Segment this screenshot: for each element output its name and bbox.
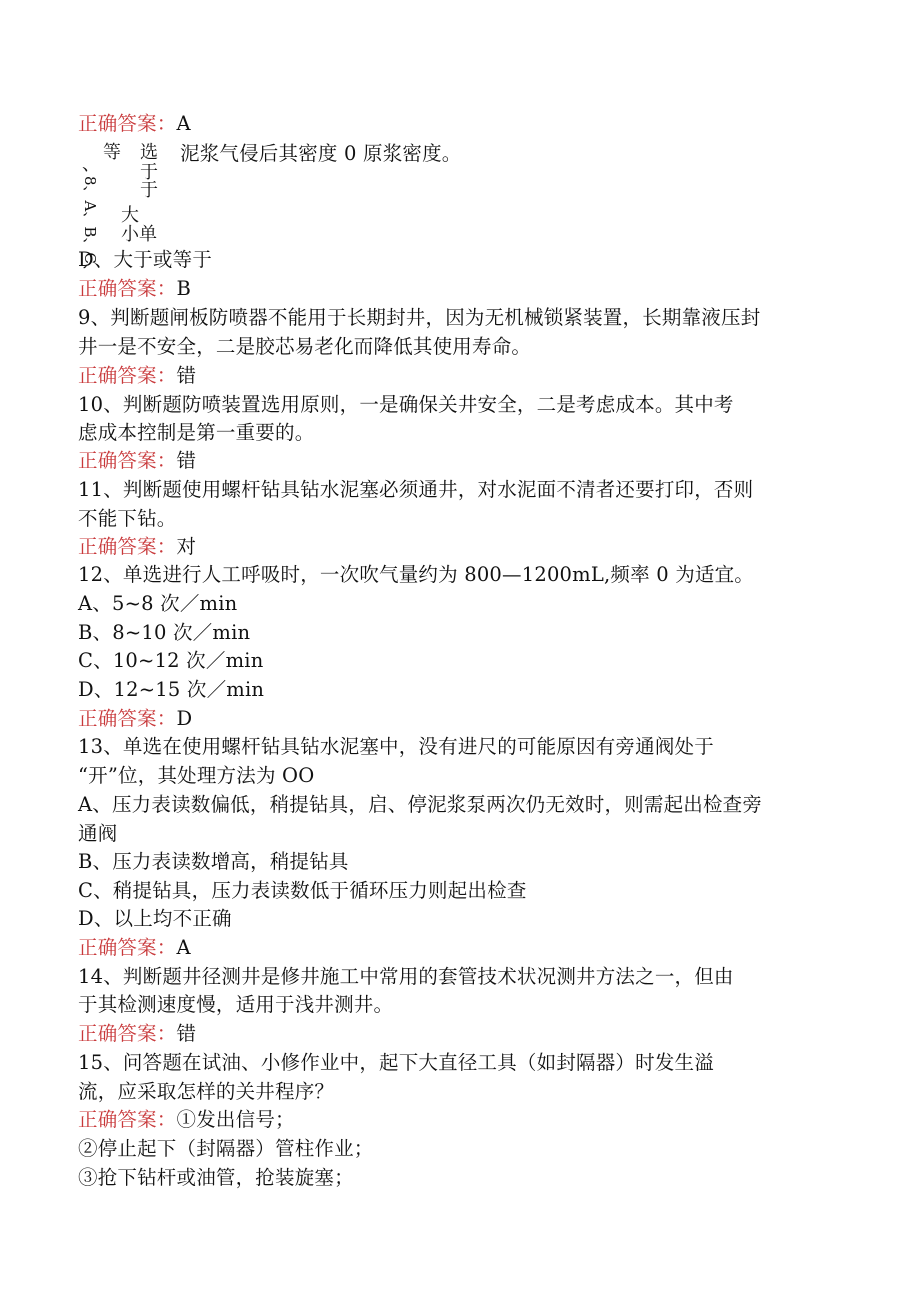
question-line: 虑成本控制是第一重要的。 — [78, 421, 315, 444]
option-line: A、压力表读数偏低，稍提钻具，启、停泥浆泵两次仍无效时，则需起出检查旁 — [78, 793, 763, 816]
answer-step-line: ③抢下钻杆或油管，抢装旋塞； — [78, 1166, 354, 1189]
option-line: D、大于或等于 — [78, 248, 213, 271]
answer-line: 正确答案：①发出信号； — [78, 1108, 295, 1131]
option-line: C、10~12 次／min — [78, 649, 264, 672]
garbled-char: 等 — [103, 142, 121, 163]
answer-line: 正确答案：对 — [78, 535, 197, 558]
answer-line: 正确答案：错 — [78, 364, 197, 387]
question-line: 15、问答题在试油、小修作业中，起下大直径工具（如封隔器）时发生溢 — [78, 1051, 714, 1074]
option-line: D、以上均不正确 — [78, 907, 232, 930]
question-line: 12、单选进行人工呼吸时，一次吹气量约为 800—1200mL,频率 0 为适宜。 — [78, 563, 754, 586]
question-line: 11、判断题使用螺杆钻具钻水泥塞必须通井，对水泥面不清者还要打印，否则 — [78, 478, 754, 501]
answer-line: 正确答案：B — [78, 277, 192, 300]
option-line: C、稍提钻具，压力表读数低于循环压力则起出检查 — [78, 879, 527, 902]
answer-line: 正确答案：D — [78, 707, 193, 730]
question-line: 流，应采取怎样的关井程序？ — [78, 1080, 335, 1103]
question-text: 泥浆气侵后其密度 0 原浆密度。 — [180, 142, 462, 165]
question-line: 不能下钻。 — [78, 507, 177, 530]
answer-line: 正确答案：A — [78, 112, 191, 135]
garbled-char: 小单 — [121, 224, 157, 245]
garbled-char: 于 — [140, 162, 158, 183]
option-line: D、12~15 次／min — [78, 678, 265, 701]
option-line: 通阀 — [78, 822, 118, 845]
garbled-char: 于 — [140, 180, 158, 201]
option-line: B、压力表读数增高，稍提钻具 — [78, 850, 349, 873]
question-line: “开”位，其处理方法为 OO — [78, 764, 315, 787]
garbled-char: 大 — [121, 205, 139, 226]
option-line: B、8~10 次／min — [78, 621, 251, 644]
question-line: 14、判断题井径测井是修井施工中常用的套管技术状况测井方法之一，但由 — [78, 965, 734, 988]
garbled-char: 、 — [82, 154, 100, 175]
option-line: A、5~8 次／min — [78, 592, 238, 615]
answer-line: 正确答案：A — [78, 936, 191, 959]
garbled-char: 选 — [140, 142, 158, 163]
answer-line: 正确答案：错 — [78, 449, 197, 472]
answer-step-line: ②停止起下（封隔器）管柱作业； — [78, 1137, 374, 1160]
question-line: 9、判断题闸板防喷器不能用于长期封井，因为无机械锁紧装置，长期靠液压封 — [78, 306, 761, 329]
question-line: 于其检测速度慢，适用于浅井测井。 — [78, 993, 394, 1016]
question-line: 10、判断题防喷装置选用原则，一是确保关井安全，二是考虑成本。其中考 — [78, 393, 734, 416]
question-line: 井一是不安全，二是胶芯易老化而降低其使用寿命。 — [78, 335, 532, 358]
garbled-vertical-text: 8、A、B、C、 — [81, 176, 99, 279]
question-line: 13、单选在使用螺杆钻具钻水泥塞中，没有进尺的可能原因有旁通阀处于 — [78, 735, 714, 758]
answer-line: 正确答案：错 — [78, 1022, 197, 1045]
